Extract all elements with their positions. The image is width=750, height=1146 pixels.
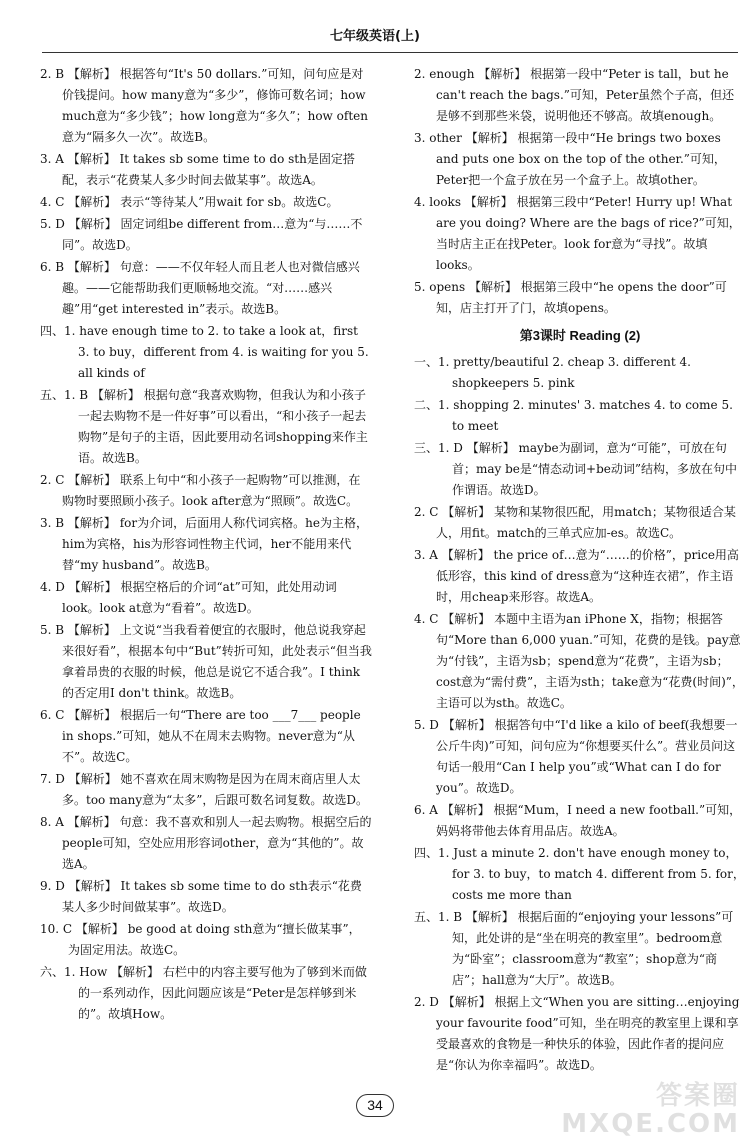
answer-entry: 2. D 【解析】 根据上文“When you are sitting…enjoying your favourite food”可知，坐在明亮的教室里上课和享受最喜欢的食物是一种快乐的体验，因此作者的提问应是“你认为你幸福吗”。故选D。	[414, 995, 740, 1072]
page-number-text: 34	[356, 1094, 394, 1117]
answer-entry: 3. B 【解析】 for为介词，后面用人称代词宾格。he为主格，him为宾格，his为形容词性物主代词，her不能用来代替“my husband”。故选B。	[40, 516, 368, 572]
answer-entry: 3. other 【解析】 根据第一段中“He brings two boxes and puts one box on the top of the other.”可知，Peter把一个盒子放在另一个盒子上。故填other。	[414, 131, 726, 187]
answer-entry: 5. D 【解析】 固定词组be different from…意为“与……不同”。故选D。	[40, 217, 363, 252]
answer-entry: 五、1. B 【解析】 根据后面的“enjoying your lessons”可知，此处讲的是“坐在明亮的教室里”。bedroom意为“卧室”；classroom意为“教室”；shop意为“商店”；hall意为“大厅”。故选B。	[414, 910, 734, 987]
answer-entry: 2. enough 【解析】 根据第一段中“Peter is tall，but he can't reach the bags.”可知，Peter虽然个子高，但还是够不到那些米袋，说明他还不够高。故填enough。	[414, 67, 735, 123]
answer-entry: 一、1. pretty/beautiful 2. cheap 3. different 4. shopkeepers 5. pink	[414, 355, 691, 390]
answer-entry: 9. D 【解析】 It takes sb some time to do sth表示“花费某人多少时间做某事”。故选D。	[40, 879, 362, 914]
answer-entry: 5. opens 【解析】 根据第三段中“he opens the door”可知，店主打开了门，故填opens。	[414, 280, 727, 315]
answer-entry: 2. C 【解析】 某物和某物很匹配，用match；某物很适合某人，用fit。match的三单式应加-es。故选C。	[414, 505, 736, 540]
answer-entry: 7. D 【解析】 她不喜欢在周末购物是因为在周末商店里人太多。too many意为“太多”，后跟可数名词复数。故选D。	[40, 772, 369, 807]
watermark-logo	[561, 1082, 740, 1138]
answer-entry: 4. C 【解析】 本题中主语为an iPhone X，指物；根据答句“More than 6,000 yuan.”可知，花费的是钱。pay意为“付钱”，主语为sb；spend意为“花费”，主语为sb；cost意为“需付费”，主语为sth；take意为“花费(时间)”，主语可以为sth。故选C。	[414, 612, 744, 710]
answer-entry: 6. C 【解析】 根据后一句“There are too ___7___ people in shops.”可知，她从不在周末去购物。never意为“从不”。故选C。	[40, 708, 361, 764]
left-column	[40, 64, 372, 1026]
right-column	[414, 64, 746, 1077]
answer-entry: 5. B 【解析】 上文说“当我看着便宜的衣服时，他总说我穿起来很好看”，根据本句中“But”转折可知，此处表示“但当我拿着昂贵的衣服的时候，他总是说它不适合我”。I think的否定用I don't think。故选B。	[40, 623, 372, 700]
answer-entry: 4. D 【解析】 根据空格后的介词“at”可知，此处用动词look。look at意为“看着”。故选D。	[40, 580, 337, 615]
answer-entry: 8. A 【解析】 句意：我不喜欢和别人一起去购物。根据空后的people可知，空处应用形容词other，意为“其他的”。故选A。	[40, 815, 372, 871]
answer-entry: 二、1. shopping 2. minutes' 3. matches 4. to come 5. to meet	[414, 398, 733, 433]
answer-entry: 四、1. Just a minute 2. don't have enough money to，for 3. to buy，to match 4. different from 5. for，costs me more than	[414, 846, 745, 902]
answer-entry: 10. C 【解析】 be good at doing sth意为“擅长做某事”，为固定用法。故选C。	[40, 922, 361, 957]
section-heading: 第3课时 Reading (2)	[519, 328, 641, 343]
answer-entry: 6. A 【解析】 根据“Mum，I need a new football.”可知，妈妈将带他去体育用品店。故选A。	[414, 803, 742, 838]
watermark-line2: MXQE.COM	[561, 1109, 740, 1139]
answer-entry: 4. looks 【解析】 根据第三段中“Peter! Hurry up! What are you doing? Where are the bags of rice?”可知，当时店主正在找Peter。look for意为“寻找”。故填looks。	[414, 195, 741, 272]
answer-entry: 4. C 【解析】 表示“等待某人”用wait for sb。故选C。	[40, 195, 339, 209]
answer-entry: 2. C 【解析】 联系上句中“和小孩子一起购物”可以推测，在购物时要照顾小孩子。look after意为“照顾”。故选C。	[40, 473, 361, 508]
answer-entry: 3. A 【解析】 It takes sb some time to do sth是固定搭配，表示“花费某人多少时间去做某事”。故选A。	[40, 152, 355, 187]
header-rule	[42, 52, 738, 53]
answer-entry: 3. A 【解析】 the price of…意为“……的价格”，price用高低形容，this kind of dress意为“这种连衣裙”，作主语时，用cheap来形容。故选A。	[414, 548, 739, 604]
answer-entry: 2. B 【解析】 根据答句“It's 50 dollars.”可知，问句应是对价钱提问。how many意为“多少”，修饰可数名词；how much意为“多少钱”；how long意为“多久”；how often意为“隔多久一次”。故选B。	[40, 67, 368, 144]
answer-entry: 六、1. How 【解析】 右栏中的内容主要写他为了够到米而做的一系列动作，因此问题应该是“Peter是怎样够到米的”。故填How。	[40, 965, 367, 1021]
answer-entry: 三、1. D 【解析】 maybe为副词，意为“可能”，可放在句首；may be是“情态动词+be动词”结构，多放在句中作谓语。故选D。	[414, 441, 738, 497]
watermark-line1: 答案圈	[655, 1081, 740, 1111]
answer-entry: 5. D 【解析】 根据答句中“I'd like a kilo of beef(我想要一公斤牛肉)”可知，问句应为“你想要买什么”。营业员问这句话一般用“Can I help you”或“What can I do for you”。故选D。	[414, 718, 738, 795]
answer-entry: 四、1. have enough time to 2. to take a look at，first 3. to buy，different from 4. is waiting for you 5. all kinds of	[40, 324, 369, 380]
answer-entry: 6. B 【解析】 句意：——不仅年轻人而且老人也对微信感兴趣。——它能帮助我们更顺畅地交流。“对……感兴趣”用“get interested in”表示。故选B。	[40, 260, 360, 316]
page-header: 七年级英语(上)	[330, 29, 420, 44]
answer-entry: 五、1. B 【解析】 根据句意“我喜欢购物，但我认为和小孩子一起去购物不是一件好事”可以看出，“和小孩子一起去购物”是句子的主语，因此要用动名词shopping来作主语。故选B。	[40, 388, 368, 465]
